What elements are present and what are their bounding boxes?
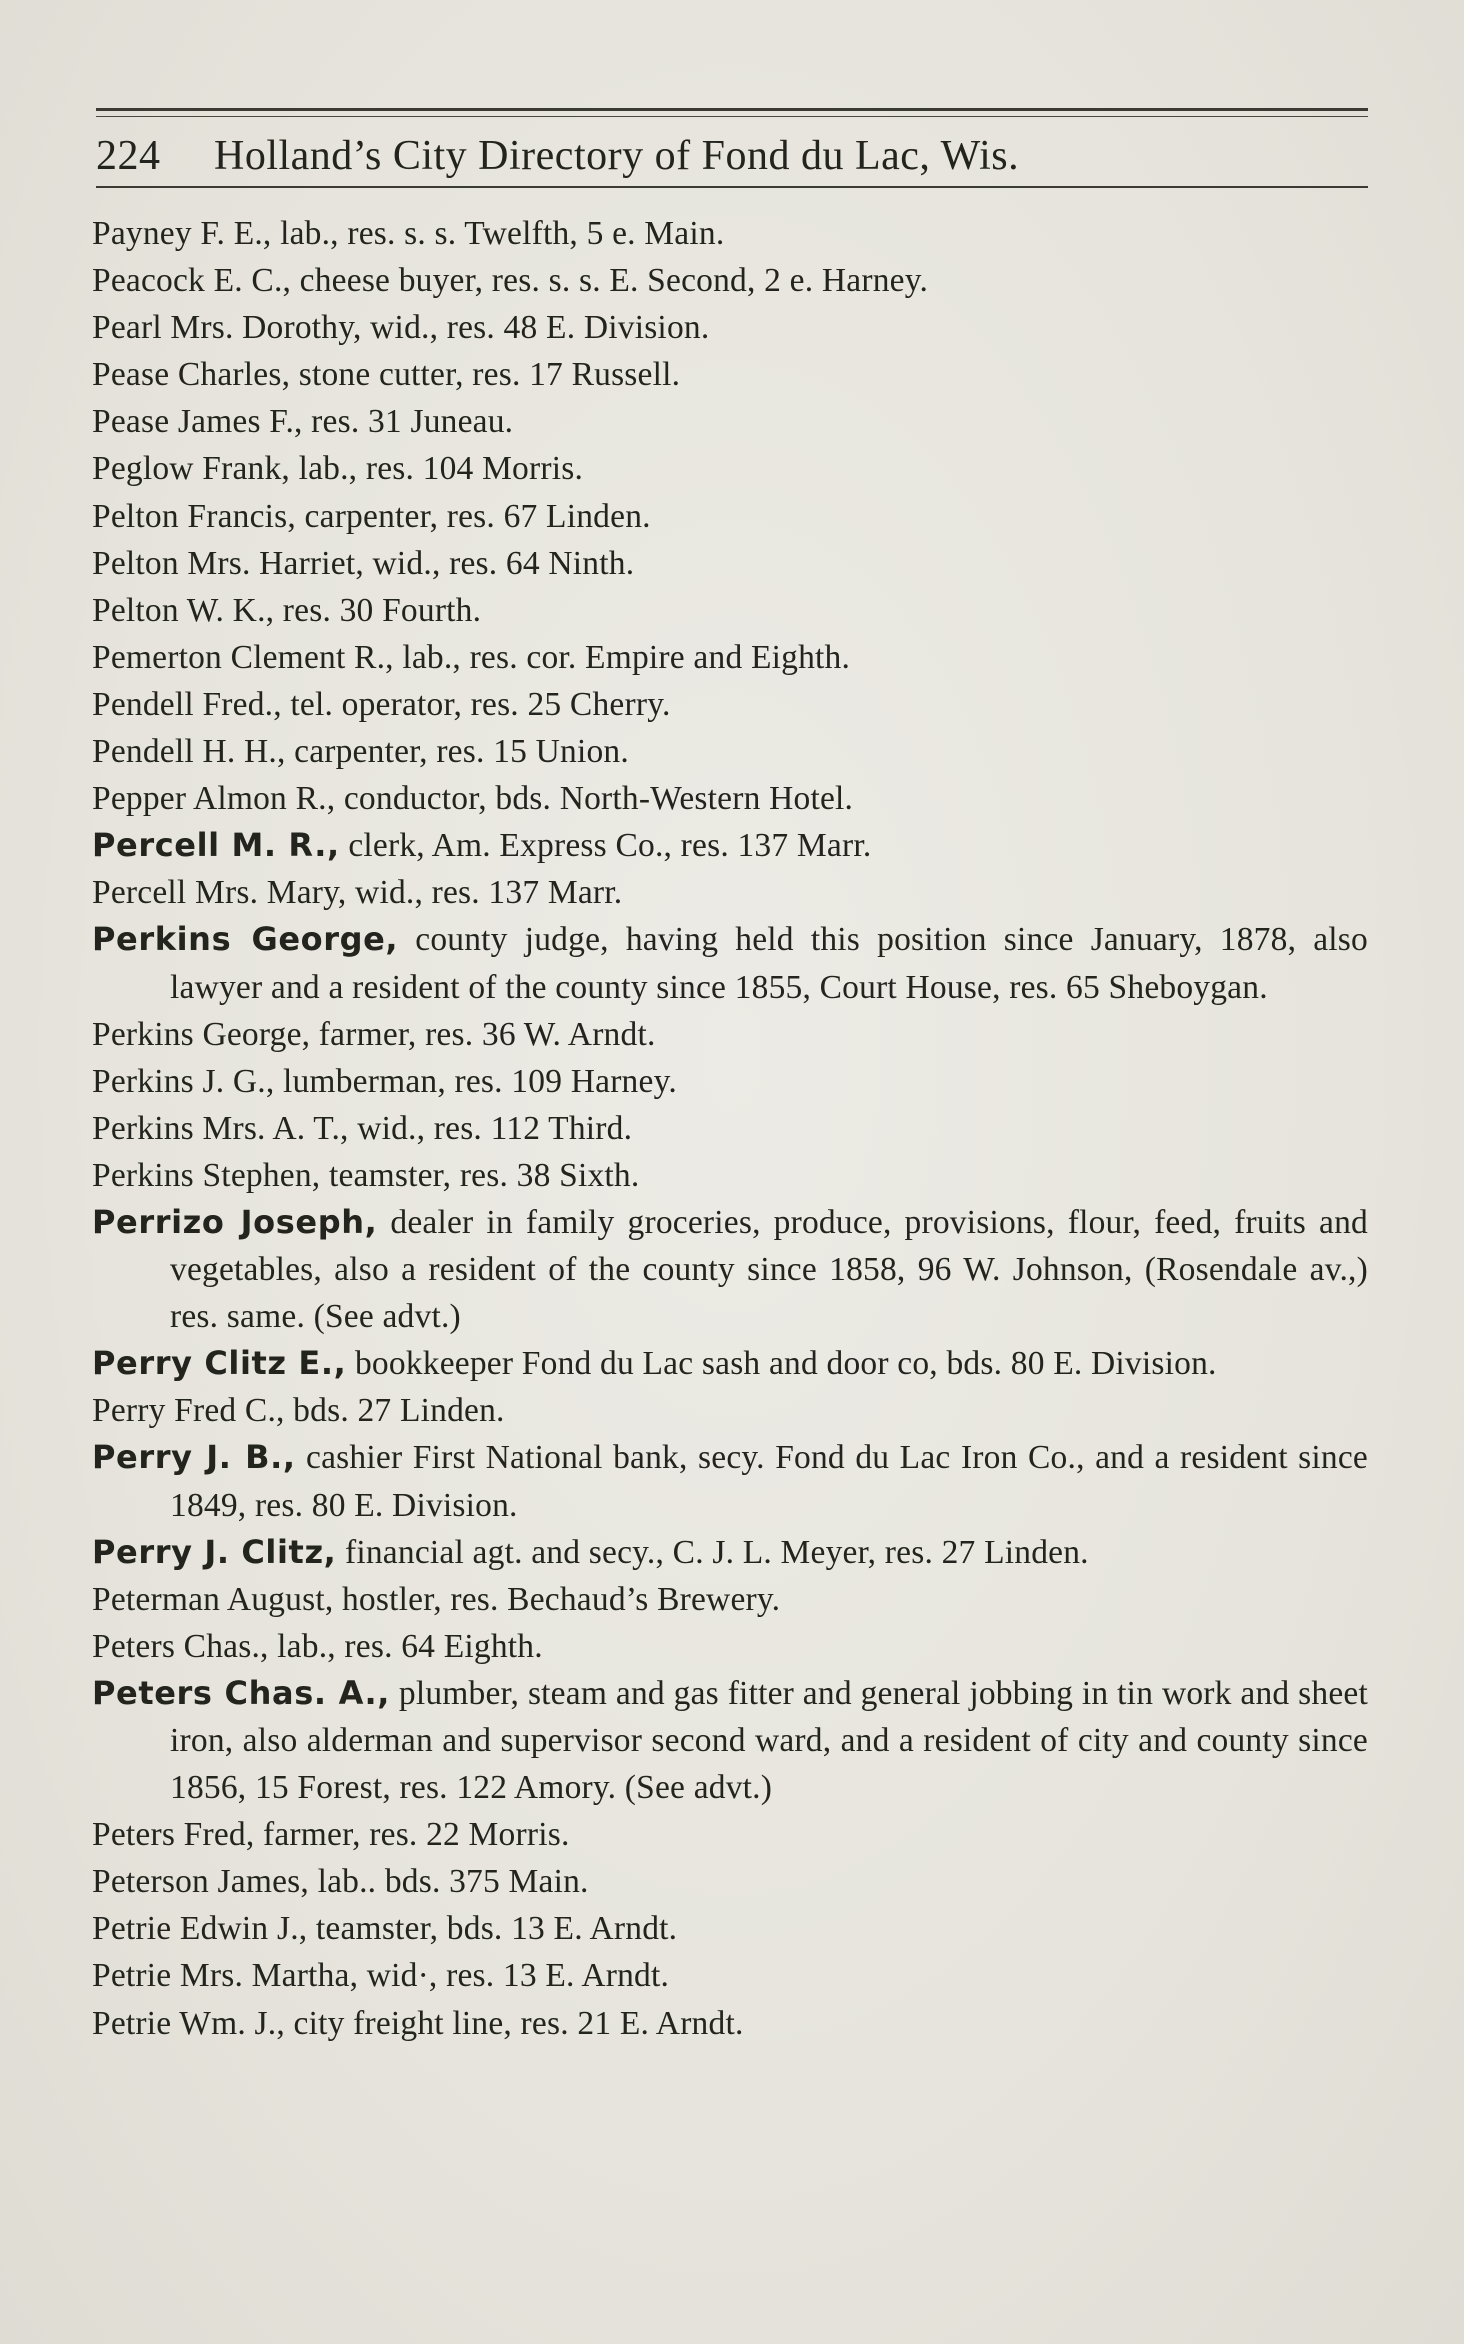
directory-entry (92, 1387, 1368, 1434)
entry-text: Pearl Mrs. Dorothy, wid., res. 48 E. Division. (92, 309, 710, 347)
entry-text: Perkins J. G., lumberman, res. 109 Harney. (92, 1062, 677, 1100)
directory-entry (92, 587, 1368, 634)
entry-text: plumber, steam and gas fitter and general jobbing in tin work and sheet iron, also alderman and supervisor second ward, and a resident of city and county since 1856, 15 Forest, res. 122 Amory. (See advt.) (170, 1674, 1368, 1807)
directory-entry (92, 869, 1368, 916)
page-title: Holland’s City Directory of Fond du Lac, Wis. (214, 133, 1020, 179)
page-header (96, 128, 1368, 184)
directory-entry (92, 775, 1368, 822)
directory-entry (92, 1576, 1368, 1623)
entry-text: Peterman August, hostler, res. Bechaud’s Brewery. (92, 1580, 781, 1618)
directory-entry (92, 398, 1368, 445)
directory-entry (92, 445, 1368, 492)
directory-entry (92, 1434, 1368, 1528)
directory-entry (92, 1905, 1368, 1952)
page-number: 224 (96, 133, 161, 179)
directory-entry (92, 304, 1368, 351)
entry-name-bold: Perrizo Joseph, (92, 1202, 378, 1241)
entry-text: Petrie Mrs. Martha, wid·, res. 13 E. Arndt. (92, 1957, 670, 1995)
directory-entry (92, 351, 1368, 398)
entry-text: Perry Fred C., bds. 27 Linden. (92, 1392, 505, 1430)
directory-entry (92, 1152, 1368, 1199)
entry-name-bold: Percell M. R., (92, 826, 340, 865)
directory-entry (92, 1105, 1368, 1152)
directory-entry (92, 1199, 1368, 1340)
entry-text: Payney F. E., lab., res. s. s. Twelfth, 5 e. Main. (92, 215, 725, 252)
directory-entry (92, 540, 1368, 587)
directory-entry (92, 257, 1368, 304)
entry-text: Pease Charles, stone cutter, res. 17 Russell. (92, 356, 681, 394)
entry-text: bookkeeper Fond du Lac sash and door co, bds. 80 E. Division. (346, 1345, 1217, 1383)
directory-entry (92, 1011, 1368, 1058)
entry-name-bold: Perkins George, (92, 920, 399, 959)
header-rule-top (96, 108, 1368, 111)
header-rule-top-thin (96, 116, 1368, 117)
directory-entry (92, 1811, 1368, 1858)
entry-text: Peterson James, lab.. bds. 375 Main. (92, 1863, 589, 1901)
directory-entry (92, 210, 1368, 257)
entry-text: Pelton W. K., res. 30 Fourth. (92, 591, 482, 629)
entry-text: Petrie Edwin J., teamster, bds. 13 E. Arndt. (92, 1910, 678, 1948)
entry-text: Peters Chas., lab., res. 64 Eighth. (92, 1627, 543, 1665)
entry-name-bold: Perry Clitz E., (92, 1344, 347, 1383)
directory-entry (92, 493, 1368, 540)
directory-entry (92, 1952, 1368, 1999)
entry-text: Pelton Mrs. Harriet, wid., res. 64 Ninth. (92, 544, 635, 582)
directory-entry (92, 1670, 1368, 1811)
directory-entry (92, 1058, 1368, 1105)
entry-text: Peglow Frank, lab., res. 104 Morris. (92, 450, 584, 488)
directory-entry (92, 1340, 1368, 1387)
entry-text: Pease James F., res. 31 Juneau. (92, 403, 514, 441)
header-rule-bottom (96, 186, 1368, 188)
directory-entry (92, 634, 1368, 681)
directory-entry (92, 916, 1368, 1010)
entry-text: Peters Fred, farmer, res. 22 Morris. (92, 1816, 570, 1854)
directory-entry (92, 2000, 1368, 2047)
entry-name-bold: Perry J. B., (92, 1438, 296, 1477)
entry-text: Petrie Wm. J., city freight line, res. 21 E. Arndt. (92, 2004, 744, 2042)
entry-text: Pendell H. H., carpenter, res. 15 Union. (92, 733, 629, 771)
entry-text: Pelton Francis, carpenter, res. 67 Linden. (92, 497, 651, 535)
entry-text: Pemerton Clement R., lab., res. cor. Empire and Eighth. (92, 638, 851, 676)
entry-text: Percell Mrs. Mary, wid., res. 137 Marr. (92, 874, 623, 912)
entry-text: cashier First National bank, secy. Fond du Lac Iron Co., and a resident since 1849, res. 80 E. Division. (170, 1439, 1368, 1524)
directory-entry (92, 1623, 1368, 1670)
entry-text: county judge, having held this position since January, 1878, also lawyer and a resident of the county since 1855, Court House, res. 65 Sheboygan. (170, 921, 1368, 1006)
directory-entry (92, 728, 1368, 775)
entry-text: Peacock E. C., cheese buyer, res. s. s. E. Second, 2 e. Harney. (92, 262, 929, 300)
entry-name-bold: Peters Chas. A., (92, 1673, 391, 1712)
directory-entries (92, 210, 1368, 2047)
directory-entry (92, 681, 1368, 728)
entry-text: Perkins Stephen, teamster, res. 38 Sixth. (92, 1156, 640, 1194)
entry-name-bold: Perry J. Clitz, (92, 1532, 337, 1571)
entry-text: clerk, Am. Express Co., res. 137 Marr. (339, 827, 872, 865)
directory-entry (92, 822, 1368, 869)
entry-text: Pepper Almon R., conductor, bds. North-Western Hotel. (92, 780, 854, 818)
entry-text: dealer in family groceries, produce, provisions, flour, feed, fruits and vegetables, also a resident of the county since 1858, 96 W. Johnson, (Rosendale av.,) res. same. (See advt.) (170, 1203, 1368, 1336)
entry-text: Perkins George, farmer, res. 36 W. Arndt. (92, 1015, 656, 1053)
entry-text: Perkins Mrs. A. T., wid., res. 112 Third. (92, 1109, 633, 1147)
entry-text: Pendell Fred., tel. operator, res. 25 Cherry. (92, 685, 671, 723)
directory-entry (92, 1529, 1368, 1576)
directory-entry (92, 1858, 1368, 1905)
entry-text: financial agt. and secy., C. J. L. Meyer, res. 27 Linden. (336, 1533, 1089, 1571)
